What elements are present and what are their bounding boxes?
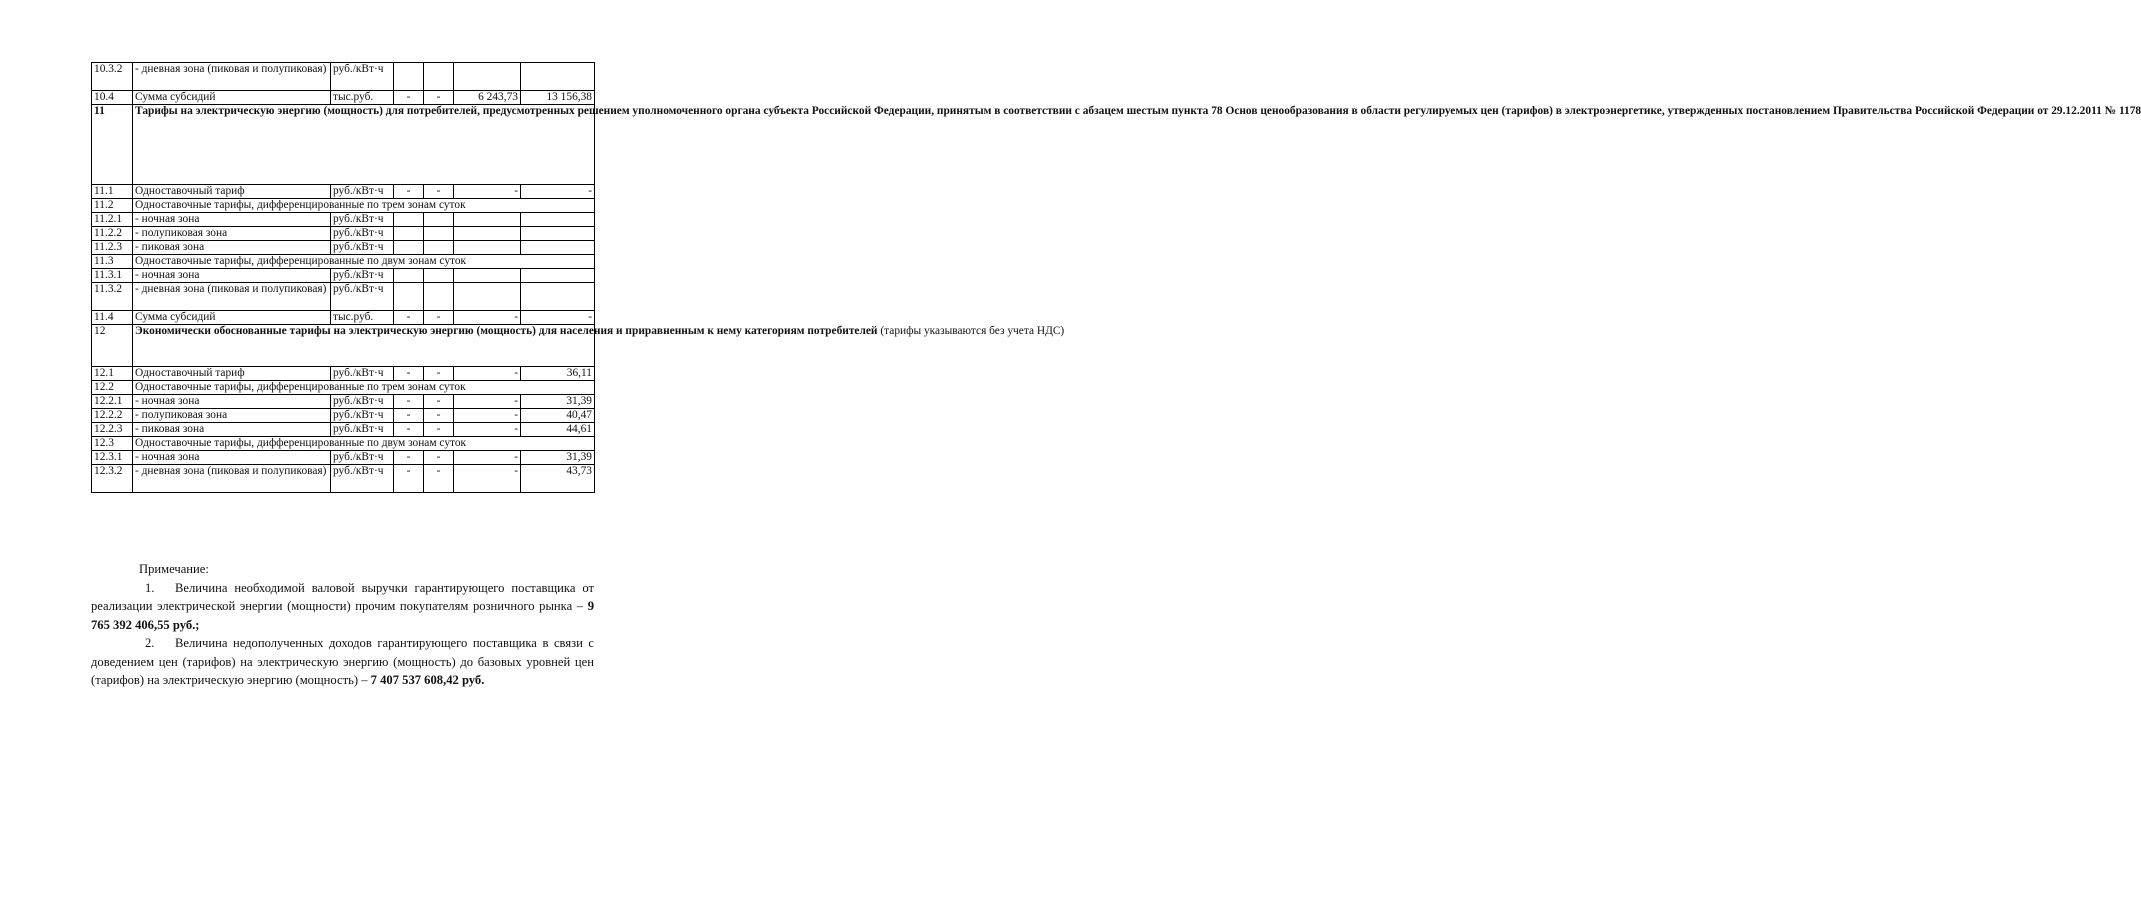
row-value-cell-3: - (454, 423, 521, 437)
row-name-cell: - пиковая зона (133, 241, 331, 255)
section-title-bold: Тарифы на электрическую энергию (мощность) для потребителей, предусмотренных решением уполномоченного органа субъекта Российской Федерации, принятым в соответствии с абзацем шестым пункта 78 Основ ценообразования в области регулируемых цен (тарифов) в электроэнергетике, утвержденных постановлением Правительства Российской Федерации от 29.12.2011 № 1178 (135, 105, 2141, 117)
row-span-cell: Одноставочные тарифы, дифференцированные по трем зонам суток (133, 381, 595, 395)
table-row (92, 437, 595, 451)
row-unit-cell: руб./кВт·ч (331, 283, 394, 311)
row-value-cell-2: - (424, 423, 454, 437)
row-value-cell-4: 43,73 (521, 465, 595, 493)
row-number-cell: 12.3.2 (92, 465, 133, 493)
row-value-cell-2: - (424, 311, 454, 325)
row-value-cell-2: - (424, 409, 454, 423)
row-value-cell-2: - (424, 395, 454, 409)
table-row (92, 91, 595, 105)
row-value-cell-4: 44,61 (521, 423, 595, 437)
table-row (92, 409, 595, 423)
row-value-cell-4: - (521, 311, 595, 325)
row-span-cell: Одноставочные тарифы, дифференцированные по двум зонам суток (133, 437, 595, 451)
row-value-cell-1: - (394, 91, 424, 105)
row-number-cell: 12.3 (92, 437, 133, 451)
table-row (92, 395, 595, 409)
row-value-cell-3: - (454, 409, 521, 423)
row-number-cell: 10.3.2 (92, 63, 133, 91)
row-unit-cell: руб./кВт·ч (331, 451, 394, 465)
row-unit-cell: руб./кВт·ч (331, 395, 394, 409)
row-value-cell-3: - (454, 311, 521, 325)
table-row (92, 465, 595, 493)
note-item-1-text: Величина необходимой валовой выручки гарантирующего поставщика от реализации электрической энергии (мощности) прочим покупателям розничного рынка – (91, 580, 594, 613)
table-row (92, 241, 595, 255)
table-row (92, 199, 595, 213)
row-name-cell: Сумма субсидий (133, 311, 331, 325)
table-row (92, 105, 595, 185)
row-value-cell-4 (521, 227, 595, 241)
row-unit-cell: руб./кВт·ч (331, 63, 394, 91)
row-unit-cell: руб./кВт·ч (331, 185, 394, 199)
row-number-cell: 11.3.2 (92, 283, 133, 311)
row-value-cell-3 (454, 283, 521, 311)
row-value-cell-4: 31,39 (521, 451, 595, 465)
note-item-2 (91, 634, 594, 690)
row-name-cell: - ночная зона (133, 395, 331, 409)
row-unit-cell: руб./кВт·ч (331, 367, 394, 381)
table-row (92, 185, 595, 199)
row-value-cell-4 (521, 63, 595, 91)
note-title: Примечание: (139, 562, 209, 576)
row-number-cell: 11.1 (92, 185, 133, 199)
table-row (92, 311, 595, 325)
section-number-cell: 12 (92, 325, 133, 367)
row-value-cell-4 (521, 241, 595, 255)
row-name-cell: - дневная зона (пиковая и полупиковая) (133, 63, 331, 91)
row-name-cell: - ночная зона (133, 213, 331, 227)
tariff-table (91, 62, 2141, 493)
row-name-cell: - дневная зона (пиковая и полупиковая) (133, 283, 331, 311)
note-item-1 (91, 579, 594, 635)
row-value-cell-4 (521, 213, 595, 227)
row-number-cell: 12.3.1 (92, 451, 133, 465)
row-value-cell-2 (424, 227, 454, 241)
row-number-cell: 10.4 (92, 91, 133, 105)
row-number-cell: 11.2 (92, 199, 133, 213)
section-title-bold: Экономически обоснованные тарифы на электрическую энергию (мощность) для населения и приравненным к нему категориям потребителей (135, 325, 878, 337)
table-row (92, 213, 595, 227)
row-number-cell: 12.2.3 (92, 423, 133, 437)
section-title-note: (тарифы указываются без учета НДС) (877, 325, 1065, 337)
row-unit-cell: руб./кВт·ч (331, 269, 394, 283)
row-name-cell: Сумма субсидий (133, 91, 331, 105)
row-value-cell-1: - (394, 185, 424, 199)
row-value-cell-1: - (394, 395, 424, 409)
row-name-cell: - дневная зона (пиковая и полупиковая) (133, 465, 331, 493)
row-value-cell-1: - (394, 409, 424, 423)
row-name-cell: Одноставочный тариф (133, 367, 331, 381)
row-number-cell: 11.2.2 (92, 227, 133, 241)
row-unit-cell: руб./кВт·ч (331, 423, 394, 437)
row-value-cell-2 (424, 283, 454, 311)
row-value-cell-1 (394, 63, 424, 91)
row-value-cell-3: - (454, 185, 521, 199)
row-value-cell-1 (394, 269, 424, 283)
row-value-cell-1: - (394, 451, 424, 465)
row-value-cell-4: 40,47 (521, 409, 595, 423)
row-value-cell-2: - (424, 451, 454, 465)
row-unit-cell: руб./кВт·ч (331, 241, 394, 255)
row-number-cell: 11.2.3 (92, 241, 133, 255)
row-value-cell-2 (424, 63, 454, 91)
row-value-cell-2: - (424, 367, 454, 381)
row-value-cell-4: 13 156,38 (521, 91, 595, 105)
row-value-cell-4 (521, 283, 595, 311)
row-number-cell: 11.4 (92, 311, 133, 325)
row-unit-cell: руб./кВт·ч (331, 465, 394, 493)
row-value-cell-3: - (454, 395, 521, 409)
row-value-cell-4 (521, 269, 595, 283)
row-value-cell-3: - (454, 465, 521, 493)
row-number-cell: 12.1 (92, 367, 133, 381)
row-value-cell-1: - (394, 423, 424, 437)
row-value-cell-2: - (424, 185, 454, 199)
row-unit-cell: руб./кВт·ч (331, 213, 394, 227)
row-value-cell-3: - (454, 451, 521, 465)
row-value-cell-3 (454, 269, 521, 283)
note-item-1-marker: 1. (145, 580, 155, 595)
table-row (92, 451, 595, 465)
note-item-2-value: 7 407 537 608,42 руб. (370, 673, 485, 687)
row-value-cell-4: 31,39 (521, 395, 595, 409)
row-unit-cell: руб./кВт·ч (331, 227, 394, 241)
table-row (92, 423, 595, 437)
note-item-2-text: Величина недополученных доходов гарантирующего поставщика в связи с доведением цен (тарифов) на электрическую энергию (мощность) до базовых уровней цен (тарифов) на электрическую энергию (мощность) – (91, 636, 594, 687)
row-value-cell-1: - (394, 465, 424, 493)
row-value-cell-1 (394, 227, 424, 241)
row-number-cell: 11.3.1 (92, 269, 133, 283)
row-number-cell: 11.3 (92, 255, 133, 269)
table-row (92, 283, 595, 311)
table-row (92, 381, 595, 395)
row-value-cell-3 (454, 227, 521, 241)
tariff-table-body (92, 63, 2141, 493)
row-unit-cell: тыс.руб. (331, 91, 394, 105)
row-value-cell-3 (454, 63, 521, 91)
row-name-cell: - полупиковая зона (133, 409, 331, 423)
table-row (92, 227, 595, 241)
row-unit-cell: руб./кВт·ч (331, 409, 394, 423)
row-value-cell-3: 6 243,73 (454, 91, 521, 105)
section-number-cell: 11 (92, 105, 133, 185)
note-item-2-marker: 2. (145, 636, 155, 650)
table-row (92, 63, 595, 91)
row-value-cell-3: - (454, 367, 521, 381)
row-span-cell: Одноставочные тарифы, дифференцированные по трем зонам суток (133, 199, 595, 213)
row-value-cell-4: - (521, 185, 595, 199)
row-value-cell-2: - (424, 465, 454, 493)
row-value-cell-1 (394, 283, 424, 311)
row-value-cell-1 (394, 241, 424, 255)
row-value-cell-2 (424, 269, 454, 283)
table-row (92, 255, 595, 269)
row-value-cell-3 (454, 241, 521, 255)
row-name-cell: - ночная зона (133, 269, 331, 283)
note-section (91, 560, 594, 690)
row-value-cell-4: 36,11 (521, 367, 595, 381)
row-number-cell: 12.2 (92, 381, 133, 395)
note-item-1-value: 9 765 392 406,55 руб.; (91, 599, 594, 632)
table-row (92, 325, 595, 367)
section-title-cell (133, 105, 2141, 185)
row-value-cell-3 (454, 213, 521, 227)
row-value-cell-1 (394, 213, 424, 227)
table-row (92, 269, 595, 283)
row-value-cell-1: - (394, 367, 424, 381)
row-value-cell-2: - (424, 91, 454, 105)
row-name-cell: - ночная зона (133, 451, 331, 465)
row-name-cell: - пиковая зона (133, 423, 331, 437)
row-number-cell: 11.2.1 (92, 213, 133, 227)
row-span-cell: Одноставочные тарифы, дифференцированные по двум зонам суток (133, 255, 595, 269)
row-value-cell-2 (424, 241, 454, 255)
row-name-cell: Одноставочный тариф (133, 185, 331, 199)
row-number-cell: 12.2.2 (92, 409, 133, 423)
table-row (92, 367, 595, 381)
row-value-cell-1: - (394, 311, 424, 325)
row-name-cell: - полупиковая зона (133, 227, 331, 241)
row-value-cell-2 (424, 213, 454, 227)
row-unit-cell: тыс.руб. (331, 311, 394, 325)
row-number-cell: 12.2.1 (92, 395, 133, 409)
section-title-cell (133, 325, 1065, 367)
